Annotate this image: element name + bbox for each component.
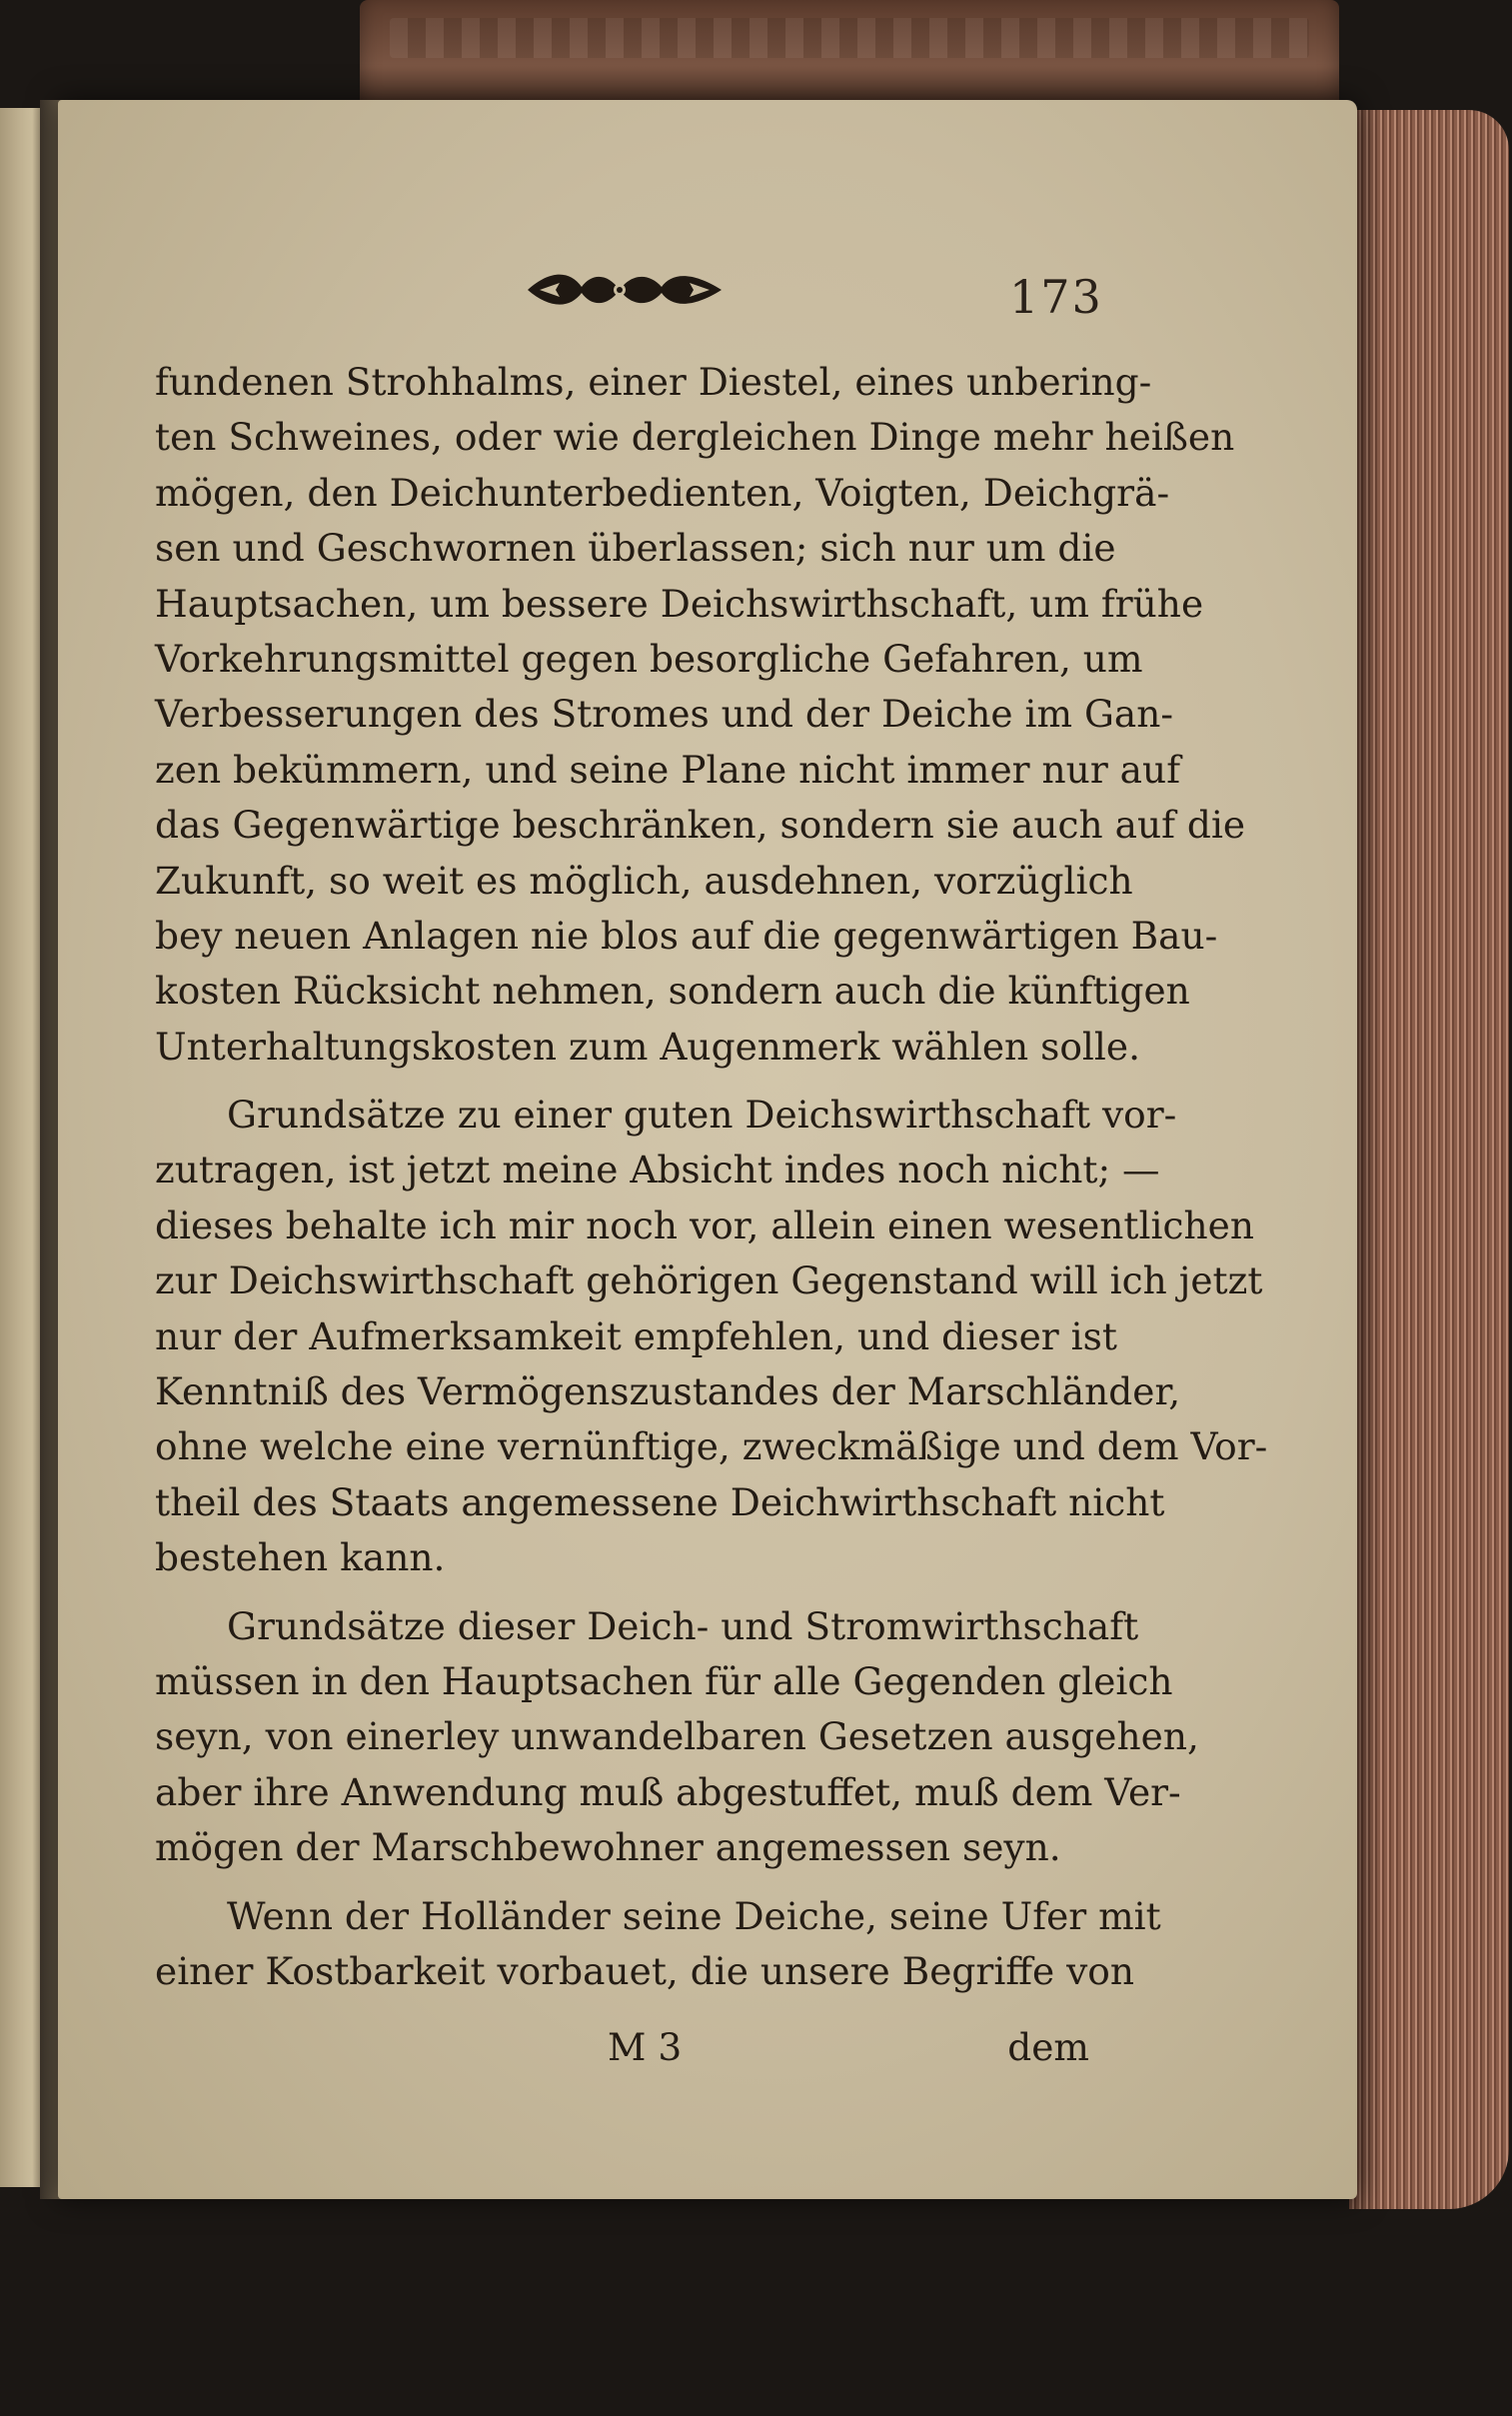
text-line: fundenen Strohhalms, einer Diestel, eines unbering- (155, 360, 1152, 404)
catchword: dem (1007, 2025, 1089, 2069)
text-line: Kenntniß des Vermögenszustandes der Marschländer, (155, 1369, 1181, 1414)
text-line: müssen in den Hauptsachen für alle Gegenden gleich (155, 1658, 1173, 1703)
text-line: zutragen, ist jetzt meine Absicht indes noch nicht; — (155, 1148, 1160, 1193)
paragraph-4 (155, 1889, 1161, 2000)
text-line: einer Kostbarkeit vorbauet, die unsere Begriffe von (155, 1948, 1134, 1993)
text-line: aber ihre Anwendung muß abgestuffet, muß dem Ver- (155, 1769, 1181, 1814)
text-line: nur der Aufmerksamkeit empfehlen, und dieser ist (155, 1313, 1117, 1358)
paragraph-3 (155, 1599, 1199, 1876)
text-line: zen bekümmern, und seine Plane nicht immer nur auf (155, 747, 1181, 792)
page-block-edges (1349, 110, 1509, 2209)
text-line: Hauptsachen, um bessere Deichswirthschaft, um frühe (155, 581, 1204, 626)
page-footer (155, 2025, 1089, 2081)
text-line: bestehen kann. (155, 1535, 446, 1580)
text-line: Wenn der Holländer seine Deiche, seine Ufer mit (227, 1893, 1161, 1938)
text-line: sen und Geschwornen überlassen; sich nur um die (155, 526, 1116, 571)
text-line: Grundsätze zu einer guten Deichswirthschaft vor- (227, 1093, 1177, 1138)
text-line: kosten Rücksicht nehmen, sondern auch die künftigen (155, 969, 1190, 1014)
text-line: mögen, den Deichunterbedienten, Voigten, Deichgrä- (155, 470, 1170, 515)
signature-mark: M 3 (608, 2025, 683, 2069)
text-line: Verbesserungen des Stromes und der Deiche im Gan- (155, 692, 1174, 737)
text-line: zur Deichswirthschaft gehörigen Gegenstand will ich jetzt (155, 1258, 1263, 1303)
text-line: seyn, von einerley unwandelbaren Gesetzen ausgehen, (155, 1714, 1199, 1759)
ornamental-vignette-icon (520, 265, 730, 315)
page-body-text (155, 355, 1268, 1999)
text-line: das Gegenwärtige beschränken, sondern sie auch auf die (155, 803, 1246, 848)
text-line: bey neuen Anlagen nie blos auf die gegenwärtigen Bau- (155, 913, 1218, 958)
text-line: mögen der Marschbewohner angemessen seyn. (155, 1825, 1061, 1870)
page-number: 173 (1009, 270, 1103, 324)
text-line: Unterhaltungskosten zum Augenmerk wählen solle. (155, 1024, 1141, 1069)
text-line: dieses behalte ich mir noch vor, allein einen wesentlichen (155, 1203, 1254, 1247)
text-line: ohne welche eine vernünftige, zweckmäßige und dem Vor- (155, 1424, 1268, 1469)
text-line: theil des Staats angemessene Deichwirthschaft nicht (155, 1479, 1165, 1524)
paragraph-1 (155, 355, 1246, 1075)
text-line: Zukunft, so weit es möglich, ausdehnen, vorzüglich (155, 858, 1133, 903)
text-line: Vorkehrungsmittel gegen besorgliche Gefahren, um (155, 636, 1143, 681)
text-line: Grundsätze dieser Deich- und Stromwirthschaft (227, 1603, 1139, 1648)
paragraph-2 (155, 1088, 1268, 1586)
text-line: ten Schweines, oder wie dergleichen Dinge mehr heißen (155, 415, 1235, 460)
